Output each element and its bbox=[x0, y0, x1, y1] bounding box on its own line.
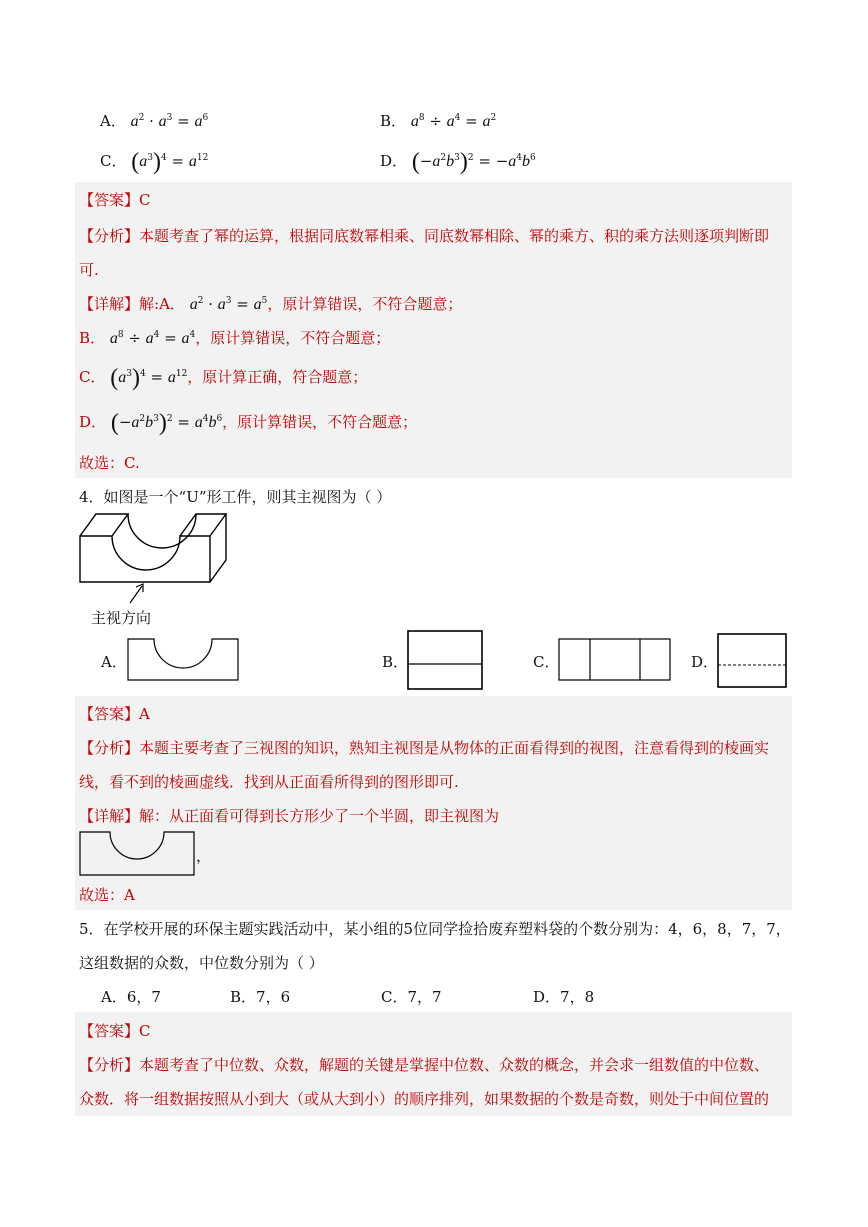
q4-option-c-label: C． bbox=[533, 653, 560, 671]
q4-detail: 【详解】解：从正面看可得到长方形少了一个半圆，即主视图为 bbox=[79, 807, 500, 825]
q4-final: 故选：A bbox=[79, 886, 135, 904]
q4-analysis-2: 线，看不到的棱画虚线．找到从正面看所得到的图形即可. bbox=[79, 773, 459, 791]
q5-question-1: 5．在学校开展的环保主题实践活动中，某小组的5位同学捡拾废弃塑料袋的个数分别为：4，6，8，7，7， bbox=[79, 920, 791, 938]
q5-analysis-1: 【分析】本题考查了中位数、众数，解题的关键是掌握中位数、众数的概念，并会求一组数值的中位数、 bbox=[79, 1056, 770, 1074]
q3-detail-b: B． $a^8 \div a^4 = a^4$，原计算错误，不符合题意； bbox=[79, 329, 391, 347]
q5-option-a: A．6，7 bbox=[101, 988, 161, 1006]
q4-option-d-label: D． bbox=[691, 653, 719, 671]
q5-answer: 【答案】C bbox=[79, 1022, 151, 1040]
q3-detail-c: C． $(a^3)^4 = a^{12}$，原计算正确，符合题意； bbox=[79, 365, 368, 391]
q4-question: 4．如图是一个“U”形工件，则其主视图为（ ） bbox=[79, 488, 392, 506]
q4-detail-comma: ， bbox=[196, 847, 212, 865]
q3-option-c-expr: $(a^3)^4 = a^{12}$ bbox=[131, 149, 209, 175]
q3-option-d: D． $(-a^2b^3)^2 = -a^4b^6$ bbox=[380, 149, 536, 175]
q3-option-b-expr: $a^8 \div a^4 = a^2$ bbox=[410, 112, 497, 130]
q3-final: 故选：C. bbox=[79, 454, 140, 472]
q4-option-b-label: B． bbox=[382, 653, 409, 671]
q3-detail-a: 【详解】解:A． $a^2 \cdot a^3 = a^5$，原计算错误，不符合题意； bbox=[79, 295, 463, 313]
q3-detail-d: D． $(-a^2b^3)^2 = a^4b^6$，原计算错误，不符合题意； bbox=[79, 410, 418, 436]
q4-analysis-1: 【分析】本题主要考查了三视图的知识，熟知主视图是从物体的正面看得到的视图，注意看得到的棱画实 bbox=[79, 739, 770, 757]
q3-analysis-1: 【分析】本题考查了幂的运算，根据同底数幂相乘、同底数幂相除、幂的乘方、积的乘方法则逐项判断即 bbox=[79, 227, 770, 245]
q3-answer: 【答案】C bbox=[79, 191, 151, 209]
q3-analysis-2: 可. bbox=[79, 261, 99, 279]
q5-question-2: 这组数据的众数，中位数分别为（ ） bbox=[79, 954, 324, 972]
figure-caption: 主视方向 bbox=[91, 609, 152, 627]
q5-analysis-2: 众数．将一组数据按照从小到大（或从大到小）的顺序排列，如果数据的个数是奇数，则处于中间位置的 bbox=[79, 1090, 770, 1108]
q4-answer: 【答案】A bbox=[79, 705, 150, 723]
q3-option-d-expr: $(-a^2b^3)^2 = -a^4b^6$ bbox=[411, 149, 536, 175]
q3-option-a-expr: $a^2 \cdot a^3 = a^6$ bbox=[130, 112, 209, 130]
q3-option-a: A． $a^2 \cdot a^3 = a^6$ bbox=[100, 112, 209, 130]
q5-option-b: B．7，6 bbox=[230, 988, 291, 1006]
q5-option-d: D．7，8 bbox=[533, 988, 595, 1006]
q4-option-a-label: A． bbox=[101, 653, 127, 671]
q3-option-b: B． $a^8 \div a^4 = a^2$ bbox=[380, 112, 497, 130]
q5-option-c: C．7，7 bbox=[381, 988, 442, 1006]
q3-option-c: C． $(a^3)^4 = a^{12}$ bbox=[100, 149, 209, 175]
